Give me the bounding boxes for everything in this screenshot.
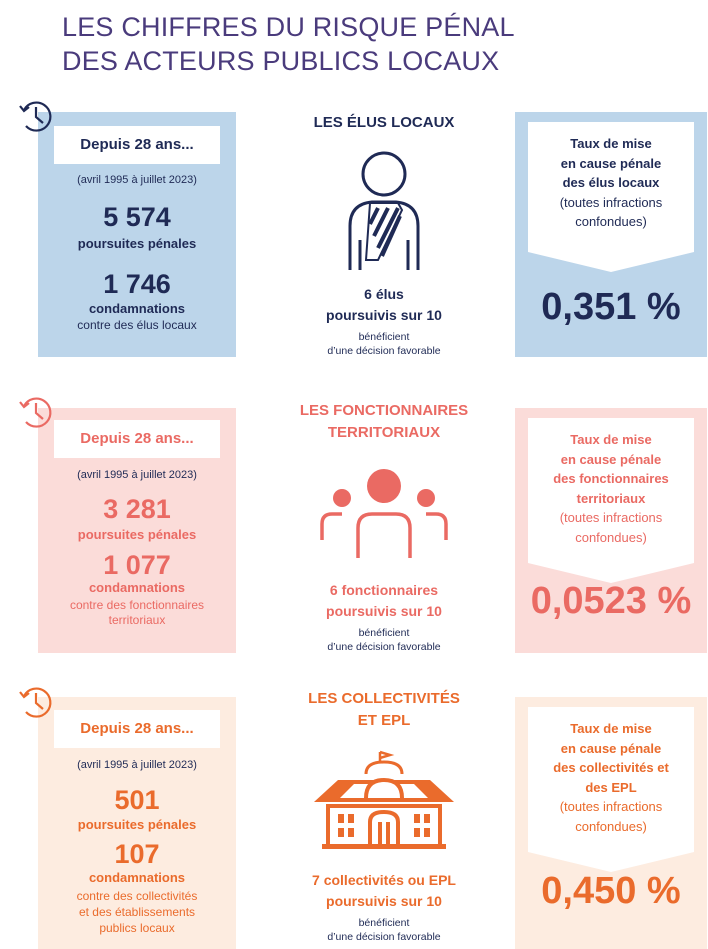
rate-caption-normal-2: confondues) bbox=[575, 214, 647, 229]
since-label: Depuis 28 ans... bbox=[54, 126, 220, 164]
condamnations-count: 1 077 bbox=[103, 550, 171, 580]
condamnations-count: 1 746 bbox=[103, 269, 171, 299]
rate-caption-normal-2: confondues) bbox=[575, 818, 647, 834]
collectivites-stats-panel bbox=[38, 697, 236, 949]
poursuites-count: 5 574 bbox=[103, 202, 171, 232]
rate-caption-bold-1: Taux de mise bbox=[570, 721, 652, 736]
rate-value: 0,0523 % bbox=[530, 580, 692, 622]
poursuites-count: 3 281 bbox=[103, 494, 171, 524]
mid-note-line2: d’une décision favorable bbox=[327, 345, 441, 357]
period-label: (avril 1995 à juillet 2023) bbox=[77, 469, 197, 481]
mid-stat-line1: 7 collectivités ou EPL bbox=[312, 872, 456, 888]
condamnations-sub-1: contre des collectivités bbox=[76, 889, 198, 903]
rate-value: 0,450 % bbox=[541, 870, 681, 912]
condamnations-label: condamnations bbox=[88, 870, 186, 885]
collectivites-rate-panel bbox=[515, 697, 707, 949]
page-title-line2: DES ACTEURS PUBLICS LOCAUX bbox=[62, 46, 500, 76]
fonctionnaires-middle bbox=[268, 400, 500, 660]
town-hall-icon bbox=[310, 750, 458, 850]
section-title-line2: ET EPL bbox=[357, 712, 411, 729]
mid-note-line1: bénéficient bbox=[358, 917, 410, 929]
page-title-line1: LES CHIFFRES DU RISQUE PÉNAL bbox=[62, 12, 515, 42]
rate-caption-bold-2: en cause pénale bbox=[560, 155, 662, 171]
rate-caption-bold-3: des collectivités et bbox=[553, 760, 669, 775]
mid-stat-line2: poursuivis sur 10 bbox=[326, 603, 442, 619]
since-label: Depuis 28 ans... bbox=[54, 420, 220, 458]
clock-history-icon bbox=[16, 682, 56, 722]
elus-middle bbox=[268, 112, 500, 362]
mid-note-line1: bénéficient bbox=[358, 627, 410, 639]
poursuites-label: poursuites pénales bbox=[77, 236, 197, 251]
mid-note-line2: d’une décision favorable bbox=[327, 931, 441, 943]
rate-caption-bold-3: des élus locaux bbox=[562, 175, 660, 190]
section-title-line1: LES FONCTIONNAIRES bbox=[299, 402, 469, 419]
collectivites-middle bbox=[268, 688, 500, 949]
condamnations-label: condamnations bbox=[88, 580, 186, 595]
period-label: (avril 1995 à juillet 2023) bbox=[77, 174, 197, 186]
poursuites-label: poursuites pénales bbox=[77, 527, 197, 542]
period-label: (avril 1995 à juillet 2023) bbox=[77, 759, 197, 771]
elus-rate-panel bbox=[515, 112, 707, 357]
rate-tag bbox=[528, 122, 694, 272]
fonctionnaires-stats-panel bbox=[38, 408, 236, 653]
clock-history-icon bbox=[16, 392, 56, 432]
section-title-line2: TERRITORIAUX bbox=[327, 424, 441, 441]
condamnations-sub-2: territoriaux bbox=[108, 613, 166, 627]
condamnations-label: condamnations bbox=[88, 301, 186, 316]
section-title-line1: LES ÉLUS LOCAUX bbox=[313, 114, 455, 131]
elus-stats-panel bbox=[38, 112, 236, 357]
rate-caption-bold-1: Taux de mise bbox=[570, 432, 652, 447]
mid-stat-line1: 6 élus bbox=[364, 286, 404, 302]
condamnations-count: 107 bbox=[114, 839, 160, 869]
civil-servants-icon bbox=[318, 466, 450, 562]
rate-caption-normal-2: confondues) bbox=[575, 529, 647, 545]
section-title-line1: LES COLLECTIVITÉS bbox=[308, 690, 460, 707]
rate-caption-bold-3: des fonctionnaires bbox=[553, 471, 669, 486]
mid-stat-line2: poursuivis sur 10 bbox=[326, 307, 442, 323]
page-title bbox=[62, 10, 582, 78]
rate-caption-bold-2: en cause pénale bbox=[560, 740, 662, 756]
rate-value: 0,351 % bbox=[541, 286, 681, 328]
mid-stat-line1: 6 fonctionnaires bbox=[329, 582, 439, 598]
poursuites-count: 501 bbox=[114, 785, 160, 815]
condamnations-sub: contre des élus locaux bbox=[77, 318, 197, 332]
rate-caption-normal-1: (toutes infractions bbox=[559, 194, 663, 210]
rate-caption-bold-1: Taux de mise bbox=[570, 136, 652, 151]
rate-caption-bold-4: territoriaux bbox=[576, 490, 646, 506]
mid-note-line1: bénéficient bbox=[358, 331, 410, 343]
fonctionnaires-rate-panel bbox=[515, 408, 707, 653]
mid-stat-line2: poursuivis sur 10 bbox=[326, 893, 442, 909]
clock-history-icon bbox=[16, 96, 56, 136]
rate-caption-bold-2: en cause pénale bbox=[560, 451, 662, 467]
condamnations-sub-1: contre des fonctionnaires bbox=[69, 598, 205, 612]
mid-note-line2: d’une décision favorable bbox=[327, 641, 441, 653]
rate-tag bbox=[528, 707, 694, 872]
poursuites-label: poursuites pénales bbox=[77, 817, 197, 832]
condamnations-sub-3: publics locaux bbox=[99, 921, 175, 935]
rate-tag bbox=[528, 418, 694, 583]
rate-caption-normal-1: (toutes infractions bbox=[559, 799, 663, 814]
elected-official-icon bbox=[344, 148, 424, 278]
since-label: Depuis 28 ans... bbox=[54, 710, 220, 748]
rate-caption-bold-4: des EPL bbox=[585, 779, 637, 795]
condamnations-sub-2: et des établissements bbox=[78, 905, 196, 919]
rate-caption-normal-1: (toutes infractions bbox=[559, 510, 663, 525]
